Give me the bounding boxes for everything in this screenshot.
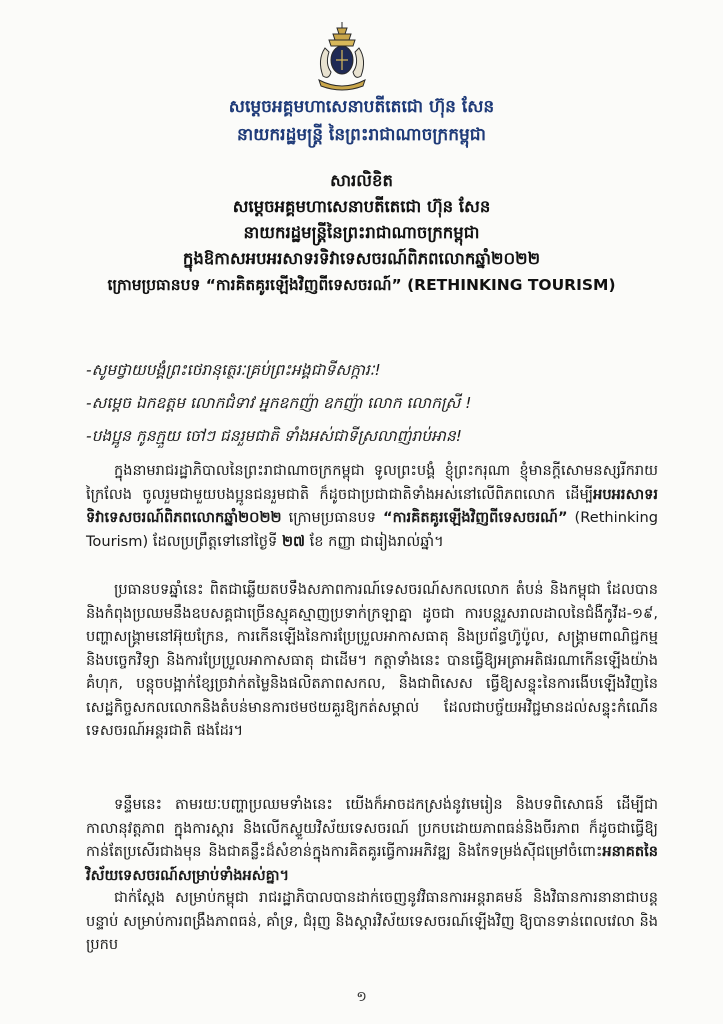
p1-emphasis-a: អបអរសាទរទិវាទេសចរណ៍ពិភពលោកឆ្នាំ២០២២ bbox=[86, 485, 658, 526]
salutation-block bbox=[86, 354, 686, 453]
title-line-2: សម្តេចអគ្គមហាសេនាបតីតេជោ ហ៊ុន សែន bbox=[232, 197, 491, 216]
body-paragraph-4: ជាក់ស្តែង សម្រាប់កម្ពុជា រាជរដ្ឋាភិបាលបានដាក់ចេញនូវវិធានការអន្តរាគមន៍ និងវិធានការនានាជាបន្តបន្ទាប់ សម្រាប់ការពង្រឹងភាពធន់, គាំទ្រ, ជំរុញ និងស្តារវិស័យទេសចរណ៍ឡើងវិញ ឱ្យបានទាន់ពេលវេលា និងប្រកប bbox=[86, 889, 658, 953]
title-line-1: សារលិខិត bbox=[330, 171, 393, 190]
salutation-line: -បងប្អូន កូនក្មួយ ចៅៗ ជនរួមជាតិ ទាំងអស់ជាទីស្រលាញ់រាប់អាន! bbox=[86, 427, 462, 445]
body-paragraph-3 bbox=[86, 793, 658, 887]
sender-title: នាយករដ្ឋមន្រ្តី នៃព្រះរាជាណាចក្រកម្ពុជា bbox=[237, 125, 486, 145]
title-line-5: ក្រោមប្រធានបទ “ការគិតគូរឡើងវិញពីទេសចរណ៍” (RETHINKING TOURISM) bbox=[107, 276, 616, 294]
title-line-4: ក្នុងឱកាសអបអរសាទរទិវាទេសចរណ៍ពិភពលោកឆ្នាំ២០២២ bbox=[182, 249, 541, 268]
title-line-3: នាយករដ្ឋមន្រ្តីនៃព្រះរាជាណាចក្រកម្ពុជា bbox=[243, 223, 480, 242]
p1-text-e: (Rethinking Tourism) ដែលប្រព្រឹត្តទៅនៅថ្ងៃទី bbox=[86, 509, 658, 550]
p3-emphasis: អនាគតនៃវិស័យទេសចរណ៍សម្រាប់ទាំងអស់គ្នា។ bbox=[86, 843, 658, 884]
sender-name: សម្តេចអគ្គមហាសេនាបតីតេជោ ហ៊ុន សែន bbox=[228, 97, 495, 117]
p1-text-a: ក្នុងនាមរាជរដ្ឋាភិបាលនៃព្រះរាជាណាចក្រកម្ពុជា ទូលព្រះបង្គំ ខ្ញុំព្រះករុណា ខ្ញុំមានក្តីសោមនស្សរីករាយក្រៃលែង ចូលរួមជាមួយបងប្អូនជនរួមជាតិ ក៏ដូចជាប្រជាជាតិទាំងអស់នៅលើពិភពលោក ដើម្បី bbox=[86, 462, 658, 503]
royal-emblem-logo bbox=[311, 20, 373, 92]
salutation-line: -សម្តេច ឯកឧត្តម លោកជំទាវ អ្នកឧកញ៉ា ឧកញ៉ា លោក លោកស្រី ! bbox=[86, 394, 472, 412]
p1-text-g: ខែ កញ្ញា ជារៀងរាល់ឆ្នាំ។ bbox=[304, 532, 444, 550]
p1-day: ២៧ bbox=[281, 532, 305, 550]
p3-text-a: ទន្ទឹមនេះ តាមរយៈបញ្ហាប្រឈមទាំងនេះ យើងក៏អាចដកស្រង់នូវមេរៀន និងបទពិសោធន៍ ដើម្បីជាកាលានុវត្តភាព ក្នុងការស្តារ និងលើកស្ទួយវិស័យទេសចរណ៍ ប្រកបដោយភាពធន់និងចីរភាព ក៏ដូចជាធ្វើឱ្យកាន់តែប្រសើរជាងមុន និងជាគន្លឹះដ៏សំខាន់ក្នុងការគិតគូរធ្វើការអភិវឌ្ឍ និងកែទម្រង់ស៊ីជម្រៅចំពោះ bbox=[86, 796, 658, 860]
body-paragraph-2: ប្រធានបទឆ្នាំនេះ ពិតជាឆ្លើយតបទឹងសភាពការណ៍ទេសចរណ៍សកលលោក តំបន់ និងកម្ពុជា ដែលបាន និងកំពុងប្រឈមនឹងឧបសគ្គជាច្រើនស្មុគស្មាញប្រទាក់ក្រឡាគ្នា ដូចជា ការបន្តរួសរាលដាលនៃជំងឺកូវីដ-១៩, បញ្ហាសង្គ្រាមនៅអ៊ុយក្រែន, ការកើនឡើងនៃការប្រែប្រួលអាកាសធាតុ និងប្រព័ន្ធហ៊ូប៉ូល, សង្គ្រាមពាណិជ្ជកម្ម និងបច្ចេកវិទ្យា និងការប្រែប្រួលអាកាសធាតុ ជាដើម។ កត្តាទាំងនេះ បានធ្វើឱ្យអត្រាអតិផរណាកើនឡើងយ៉ាងគំហុក, បន្តុចបង្អាក់ខ្សែច្រវាក់តម្លៃនិងផលិតភាពសកល, និងជាពិសេស ធ្វើឱ្យសន្ទុះនៃការងើបឡើងវិញនៃសេដ្ឋកិច្ចសកលលោកនិងតំបន់មានការថមថយគួរឱ្យកត់សម្គាល់ ដែលជាបច្ច័យអវិជ្ជមានដល់សន្ទុះកំណើនទេសចរណ៍អន្តរជាតិ ផងដែរ។ bbox=[86, 581, 658, 739]
document-title bbox=[0, 168, 723, 298]
body-paragraph-1 bbox=[86, 459, 658, 553]
p1-theme: “ការគិតគូរឡើងវិញពីទេសចរណ៍” bbox=[383, 509, 568, 526]
salutation-line: -សូមថ្វាយបង្គំព្រះថេរានុត្ថេរៈគ្រប់ព្រះអង្គជាទីសក្ការៈ! bbox=[86, 361, 381, 379]
page-number: ១ bbox=[356, 989, 367, 1005]
p1-text-c: ក្រោមប្រធានបទ bbox=[281, 509, 384, 526]
